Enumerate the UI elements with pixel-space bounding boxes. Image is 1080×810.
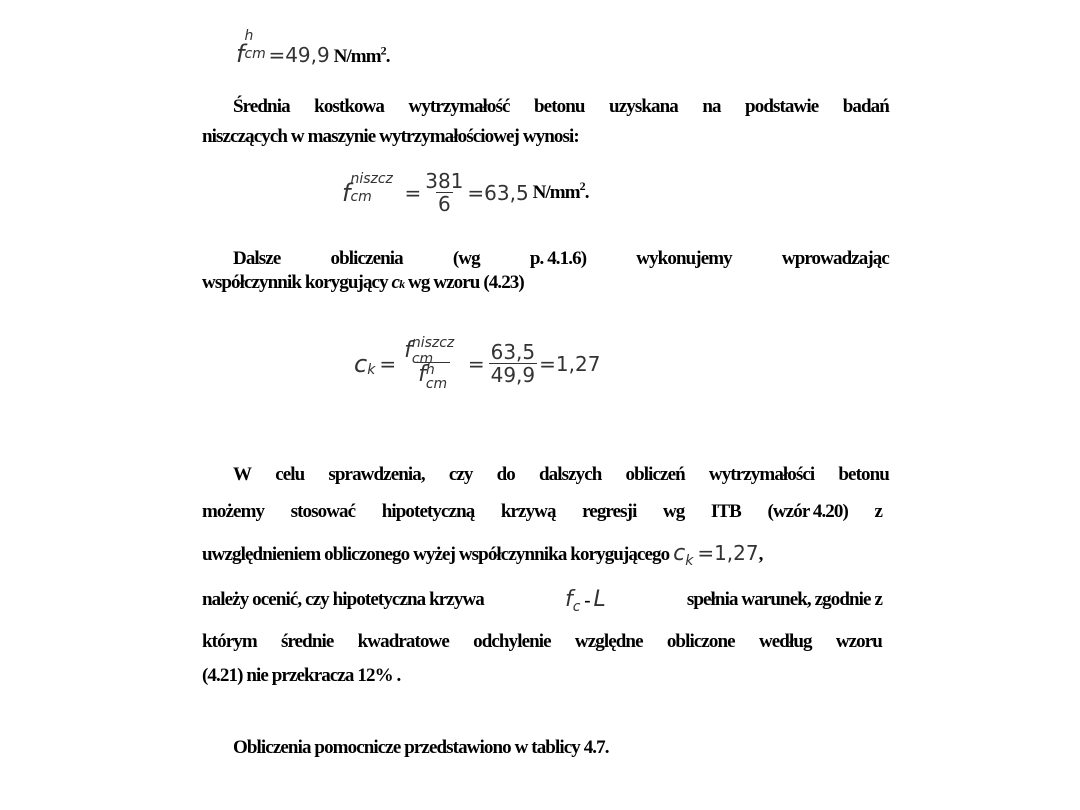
word: betonu: [838, 464, 889, 485]
symbol-subscript: k: [399, 277, 405, 291]
text-segment: spełnia warunek, zgodnie z: [686, 588, 882, 610]
formula-period: .: [385, 46, 390, 67]
word: którym: [202, 631, 257, 652]
word: (wzór 4.20): [767, 501, 848, 522]
word: wzoru: [835, 631, 882, 652]
word: kostkowa: [314, 96, 385, 117]
formula-equals: =: [379, 351, 397, 376]
formula-unit: N/mm: [532, 181, 580, 203]
text-segment: wg wzoru (4.23): [404, 272, 524, 293]
formula-fcm-h: [236, 28, 390, 68]
symbol-L: L: [593, 587, 606, 612]
fraction-symbolic: [402, 335, 464, 392]
formula-fcm-niszcz: [342, 170, 589, 215]
word: czy: [448, 464, 473, 485]
symbol-value: =1,27: [697, 541, 759, 565]
formula-symbol: f: [236, 40, 245, 68]
word: betonu: [534, 96, 585, 117]
paragraph-2-line-2: [202, 272, 524, 294]
fraction-numerator: 381: [425, 169, 464, 193]
text-segment: współczynnik korygujący: [202, 272, 392, 293]
word: p. 4.1.6): [529, 248, 587, 269]
word: do: [496, 464, 515, 485]
word: badań: [842, 96, 889, 117]
word: wg: [662, 501, 685, 522]
paragraph-3-line-5: [202, 631, 882, 653]
paragraph-4-line-1: Obliczenia pomocnicze przedstawiono w tablicy 4.7.: [233, 737, 609, 758]
symbol-c: c: [391, 272, 400, 293]
formula-unit: N/mm: [333, 46, 381, 67]
paragraph-2-line-1: [233, 248, 889, 270]
formula-period: .: [584, 181, 589, 203]
formula-equals: =: [404, 180, 422, 205]
word: odchylenie: [473, 631, 551, 652]
symbol-subscript: c: [572, 599, 581, 615]
word: krzywą: [500, 501, 556, 522]
formula-superscript: niszcz: [411, 335, 455, 351]
fraction-denominator: 49,9: [490, 363, 536, 387]
formula-unit-exponent: 2: [380, 43, 386, 58]
formula-superscript: niszcz: [350, 170, 393, 187]
paragraph-1-line-2: niszczących w maszynie wytrzymałościowej wynosi:: [202, 126, 579, 147]
paragraph-3-line-1: [233, 464, 889, 486]
word: uzyskana: [609, 96, 678, 117]
word: hipotetyczną: [381, 501, 475, 522]
formula-symbol: f: [404, 338, 412, 363]
word: celu: [275, 464, 305, 485]
symbol-f: f: [564, 587, 573, 612]
word: względne: [574, 631, 643, 652]
formula-lhs-subscript: k: [367, 361, 376, 378]
fraction-numerator: 63,5: [490, 340, 536, 364]
word: podstawie: [745, 96, 819, 117]
word: na: [702, 96, 721, 117]
paragraph-3-line-2: [202, 501, 882, 523]
formula-symbol: f: [342, 178, 351, 207]
word: wprowadzając: [781, 248, 889, 269]
text-segment: należy ocenić, czy hipotetyczna krzywa: [202, 588, 484, 610]
word: dalszych: [538, 464, 602, 485]
word: Dalsze: [233, 248, 281, 269]
word: stosować: [290, 501, 356, 522]
text-dash: -: [580, 590, 594, 611]
word: wykonujemy: [636, 248, 732, 269]
formula-value: =49,9: [268, 43, 330, 67]
formula-superscript: h: [244, 28, 254, 44]
formula-subscript: cm: [425, 376, 448, 392]
word: średnie: [280, 631, 334, 652]
word: obliczone: [666, 631, 735, 652]
word: W: [233, 464, 252, 485]
paragraph-3-line-6: (4.21) nie przekracza 12% .: [202, 665, 401, 686]
formula-subscript: cm: [350, 188, 372, 205]
word: Średnia: [233, 96, 290, 117]
paragraph-1-line-1: [233, 96, 889, 118]
word: obliczenia: [330, 248, 403, 269]
word: kwadratowe: [357, 631, 449, 652]
paragraph-3-line-4: [202, 587, 882, 615]
formula-symbol: f: [418, 362, 426, 387]
word: (wg: [452, 248, 480, 269]
fraction-denominator: 6: [437, 192, 451, 216]
word: sprawdzenia,: [328, 464, 425, 485]
formula-result: =63,5: [467, 180, 529, 205]
word: możemy: [202, 501, 265, 522]
formula-ck: [354, 335, 601, 392]
formula-subscript: cm: [411, 351, 434, 367]
word: według: [758, 631, 812, 652]
fraction-numeric: [489, 341, 538, 386]
formula-subscript: cm: [244, 46, 266, 62]
text-segment: uwzględnieniem obliczonego wyżej współczynnika korygującego: [202, 544, 674, 565]
word: obliczeń: [625, 464, 685, 485]
formula-lhs: c: [354, 349, 368, 378]
symbol-c: c: [673, 541, 686, 566]
word: regresji: [582, 501, 637, 522]
formula-equals: =: [467, 351, 485, 376]
formula-unit-exponent: 2: [579, 179, 585, 193]
word: wytrzymałości: [708, 464, 815, 485]
formula-result: =1,27: [539, 351, 601, 376]
paragraph-3-line-3: [202, 541, 763, 569]
word: wytrzymałość: [408, 96, 510, 117]
formula-superscript: h: [425, 362, 435, 378]
word: ITB: [710, 501, 741, 522]
fraction: [423, 170, 465, 215]
symbol-subscript: k: [685, 553, 694, 569]
word: z: [874, 501, 882, 522]
text-comma: ,: [758, 544, 763, 565]
